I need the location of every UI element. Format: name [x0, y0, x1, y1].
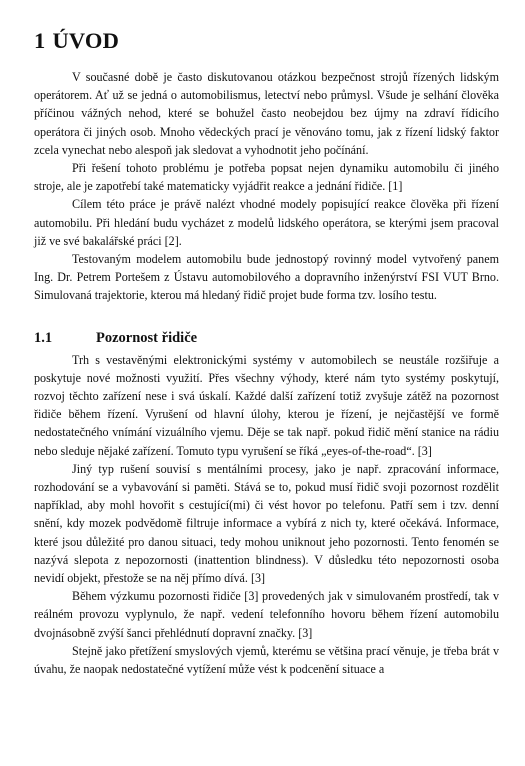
intro-body: [34, 68, 499, 305]
document-page: [34, 28, 499, 678]
paragraph: Testovaným modelem automobilu bude jednostopý rovinný model vytvořený panem Ing. Dr. Petrem Portešem z Ústavu automobilového a dopravního inženýrství FSI VUT Brno. Simulovaná trajektorie, kterou má hledaný řidič projet bude forma tzv. losího testu.: [34, 252, 499, 303]
chapter-title: ÚVOD: [52, 28, 120, 53]
section-heading: [34, 329, 499, 347]
section-title: Pozornost řidiče: [96, 329, 198, 346]
chapter-heading: [34, 28, 499, 54]
paragraph: Stejně jako přetížení smyslových vjemů, kterému se většina prací věnuje, je třeba brát v úvahu, že naopak nedostatečné vytížení může vést k podcenění situace a: [34, 643, 499, 677]
paragraph: V současné době je často diskutovanou otázkou bezpečnost strojů řízených lidským operátorem. Ať už se jedná o automobilismus, letectví nebo průmysl. Všude je selhání člověka příčinou vážných nehod, které se bohužel často neobejdou bez újmy na zdraví řídicího operátora či jiných osob. Mnoho vědeckých prací je věnováno tomu, jak z řízení lidský faktor zcela vynechat nebo alespoň jak sledovat a vyhodnotit jeho počínání.: [34, 70, 499, 157]
paragraph: Při řešení tohoto problému je potřeba popsat nejen dynamiku automobilu či jiného stroje, ale je zapotřebí také matematicky vyjádřit reakce a jednání řidiče. [1]: [34, 161, 499, 194]
paragraph: Během výzkumu pozornosti řidiče [3] provedených jak v simulovaném prostředí, tak v reálném provozu vyplynulo, že např. vedení telefonního hovoru během řízení automobilu dvojnásobně zvýší šanci přehlédnutí dopravní značky. [3]: [34, 589, 499, 640]
paragraph: Trh s vestavěnými elektronickými systémy v automobilech se neustále rozšiřuje a poskytuje nové možnosti využití. Přes všechny výhody, které nám tyto systémy poskytují, rozvoj těchto zařízení nese i svá úskalí. Každé další zařízení totiž zvyšuje zátěž na pozornost řidiče během řízení. Vyrušení od hlavní úlohy, kterou je řízení, je nejčastější ve formě nedostatečného vnímání vizuálního vjemu. Děje se tak např. pokud řidič mění stanice na rádiu nebo sleduje nějaké zařízení. Tomuto typu vyrušení se říká „eyes-of-the-road“. [3]: [34, 352, 499, 458]
chapter-number: 1: [34, 28, 46, 53]
section-number: 1.1: [34, 329, 53, 346]
section-body: [34, 351, 499, 679]
paragraph: Cílem této práce je právě nalézt vhodné modely popisující reakce člověka při řízení automobilu. Při hledání budu vycházet z modelů lidského operátora, se kterými jsem pracoval již ve své bakalářské práci [2].: [34, 197, 499, 248]
paragraph: Jiný typ rušení souvisí s mentálními procesy, jako je např. zpracování informace, rozhodování se a vybavování si paměti. Stává se to, pokud musí řidič svoji pozornost rozdělit například, aby mohl hovořit s cestující(mi) či vést hovor po telefonu. Patří sem i tzv. denní snění, kdy mozek podvědomě filtruje informace a vybírá z nich ty, které očekává. Informace, které jsou důležité pro danou situaci, tedy mohou uniknout jeho pozornosti. Tento fenomén se nazývá slepota z nepozornosti (inattention blindness). V důsledku této nepozornosti osoba nevidí objekt, přestože se na něj přímo dívá. [3]: [34, 461, 499, 586]
